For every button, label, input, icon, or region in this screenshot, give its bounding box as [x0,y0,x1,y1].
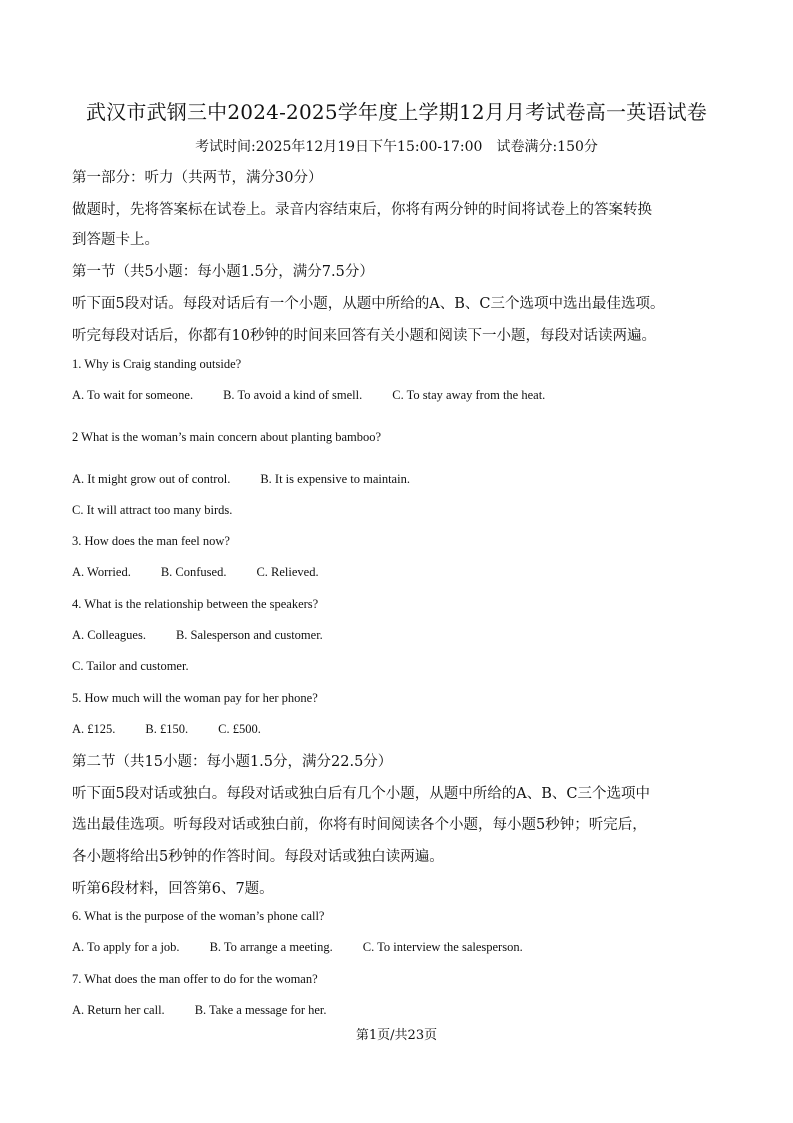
question-2: 2 What is the woman’s main concern about planting bamboo? [72,430,382,444]
option-c: C. To interview the salesperson. [362,940,523,954]
option-c: C. £500. [218,722,261,736]
question-4-options [72,628,353,643]
part1-instruction: 到答题卡上。 [72,232,159,248]
part1-heading: 第一部分：听力（共两节，满分30分） [72,170,323,186]
page-title: 武汉市武钢三中2024-2025学年度上学期12月月考试卷高一英语试卷 [85,100,707,124]
question-2-options [72,472,440,487]
material-label: 听第6段材料，回答第6、7题。 [72,881,274,897]
option-a: A. Colleagues. [72,628,146,642]
option-b: B. Salesperson and customer. [175,628,323,642]
question-2-options-line2 [72,503,262,518]
option-b: B. It is expensive to maintain. [260,472,410,486]
option-a: A. It might grow out of control. [72,472,231,486]
question-5-options [72,722,291,737]
question-6: 6. What is the purpose of the woman’s phone call? [72,909,325,923]
option-c: C. To stay away from the heat. [392,388,546,402]
question-3: 3. How does the man feel now? [72,534,230,548]
section2-heading: 第二节（共15小题：每小题1.5分，满分22.5分） [72,754,393,770]
part1-instruction: 做题时，先将答案标在试卷上。录音内容结束后，你将有两分钟的时间将试卷上的答案转换 [72,202,652,218]
section2-instruction: 听下面5段对话或独白。每段对话或独白后有几个小题，从题中所给的A、B、C三个选项中 [72,786,650,802]
exam-time: 考试时间:2025年12月19日下午15:00-17:00 [195,139,483,155]
section1-instruction: 听完每段对话后，你都有10秒钟的时间来回答有关小题和阅读下一小题，每段对话读两遍。 [72,328,656,344]
option-a: A. Return her call. [72,1003,165,1017]
question-6-options [72,940,553,955]
option-b: B. Confused. [160,565,227,579]
option-b: B. Take a message for her. [194,1003,327,1017]
option-c: C. Relieved. [256,565,319,579]
question-3-options [72,565,349,580]
option-c: C. Tailor and customer. [72,659,189,673]
page-number: 第1页/共23页 [355,1028,438,1043]
question-4: 4. What is the relationship between the speakers? [72,597,319,611]
exam-info [0,136,793,156]
question-7-options [72,1003,357,1018]
option-a: A. To wait for someone. [72,388,194,402]
question-1: 1. Why is Craig standing outside? [72,357,242,371]
question-1-options [72,388,575,403]
option-a: A. Worried. [72,565,131,579]
question-7: 7. What does the man offer to do for the woman? [72,972,318,986]
question-5: 5. How much will the woman pay for her phone? [72,691,318,705]
option-a: A. £125. [72,722,116,736]
option-b: B. To arrange a meeting. [209,940,333,954]
option-c: C. It will attract too many birds. [72,503,233,517]
option-b: B. To avoid a kind of smell. [223,388,363,402]
section2-instruction: 各小题将给出5秒钟的作答时间。每段对话或独白读两遍。 [72,849,444,865]
section1-instruction: 听下面5段对话。每段对话后有一个小题，从题中所给的A、B、C三个选项中选出最佳选项。 [72,296,665,312]
section2-instruction: 选出最佳选项。听每段对话或独白前，你将有时间阅读各个小题，每小题5秒钟；听完后， [72,817,647,833]
section1-heading: 第一节（共5小题：每小题1.5分，满分7.5分） [72,264,374,280]
full-score: 试卷满分:150分 [496,139,598,155]
option-b: B. £150. [145,722,189,736]
option-a: A. To apply for a job. [72,940,180,954]
question-4-options-line2 [72,659,219,674]
